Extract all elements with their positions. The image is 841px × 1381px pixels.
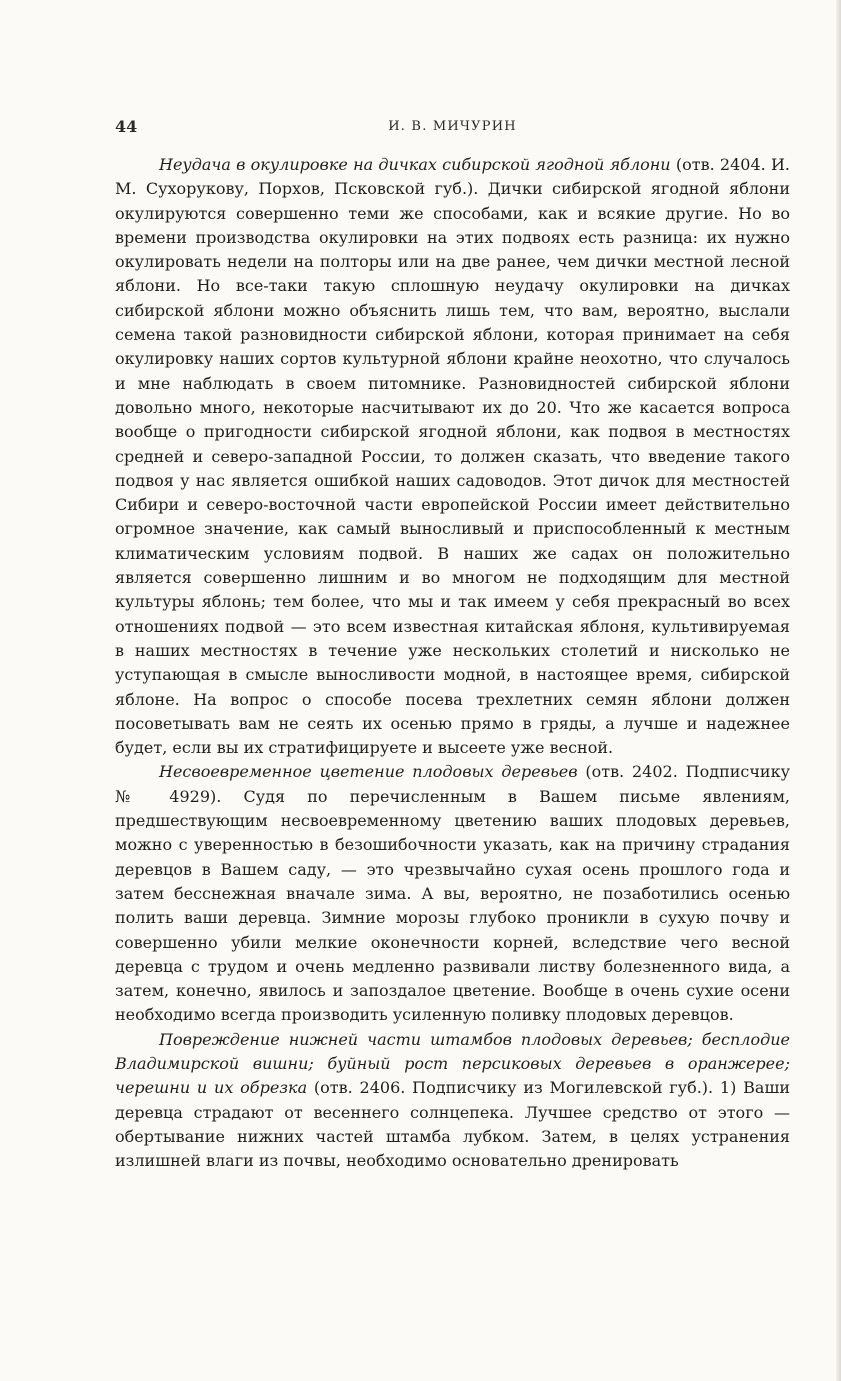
paragraph-title: Несвоевременное цветение плодовых деревьев bbox=[159, 762, 578, 782]
paragraph-text: (отв. 2404. И. М. Сухорукову, Порхов, Псковской губ.). Дички сибирской ягодной яблони окулируются совершенно теми же способами, как и всякие другие. Но во времени производства окулировки на этих подвоях есть разница: их нужно окулировать недели на полторы или на две ранее, чем дички местной лесной яблони. Но все-таки такую сплошную неудачу окулировки на дичках сибирской яблони можно объяснить лишь тем, что вам, вероятно, выслали семена такой разновидности сибирской яблони, которая принимает на себя окулировку наших сортов культурной яблони крайне неохотно, что случалось и мне наблюдать в своем питомнике. Разновидностей сибирской яблони довольно много, некоторые насчитывают их до 20. Что же касается вопроса вообще о пригодности сибирской ягодной яблони, как подвоя в местностях средней и северо-западной России, то должен сказать, что введение такого подвоя у нас является ошибкой наших садоводов. Этот дичок для местностей Сибири и северо-восточной части европейской России имеет действительно огромное значение, как самый выносливый и приспособленный к местным климатическим условиям подвой. В наших же садах он положительно является совершенно лишним и во многом не подходящим для местной культуры яблонь; тем более, что мы и так имеем у себя прекрасный во всех отношениях подвой — это всем известная китайская яблоня, культивируемая в наших местностях в течение уже нескольких столетий и нисколько не уступающая в смысле выносливости модной, в настоящее время, сибирской яблоне. На вопрос о способе посева трехлетних семян яблони должен посоветывать вам не сеять их осенью прямо в гряды, а лучше и надежнее будет, если вы их стратифицируете и высеете уже весной. bbox=[115, 155, 791, 758]
paragraph bbox=[115, 760, 790, 1027]
page-edge bbox=[836, 0, 841, 1381]
running-head: И. В. МИЧУРИН bbox=[388, 119, 517, 134]
paragraph-title: Повреждение нижней части штамбов плодовых деревьев; бесплодие Владимирской вишни; буйный рост персиковых деревьев в оранжерее; черешни и их обрезка bbox=[115, 1029, 790, 1098]
paragraph-text: (отв. 2406. Подписчику из Могилевской губ.). 1) Ваши деревца страдают от весеннего солнцепека. Лучшее средство от этого — обертывание нижних частей штамба лубком. Затем, в целях устранения излишней влаги из почвы, необходимо основательно дренировать bbox=[115, 1078, 790, 1171]
page-header bbox=[115, 117, 790, 139]
paragraph bbox=[115, 153, 790, 760]
paragraph-text: (отв. 2402. Подписчику № 4929). Судя по перечисленным в Вашем письме явлениям, предшествующим несвоевременному цветению ваших плодовых деревьев, можно с уверенностью в безошибочности указать, как на причину страдания деревцов в Вашем саду, — это чрезвычайно сухая осень прошлого года и затем бесснежная вначале зима. А вы, вероятно, не позаботились осенью полить ваши деревца. Зимние морозы глубоко проникли в сухую почву и совершенно убили мелкие оконечности корней, вследствие чего весной деревца с трудом и очень медленно развивали листву болезненного вида, а затем, конечно, явилось и запоздалое цветение. Вообще в очень сухие осени необходимо всегда производить усиленную поливку плодовых деревцов. bbox=[115, 762, 791, 1025]
page-number: 44 bbox=[115, 117, 138, 136]
paragraph-title: Неудача в окулировке на дичках сибирской ягодной яблони bbox=[159, 155, 671, 174]
body-text bbox=[115, 153, 790, 1173]
paragraph bbox=[115, 1028, 790, 1174]
